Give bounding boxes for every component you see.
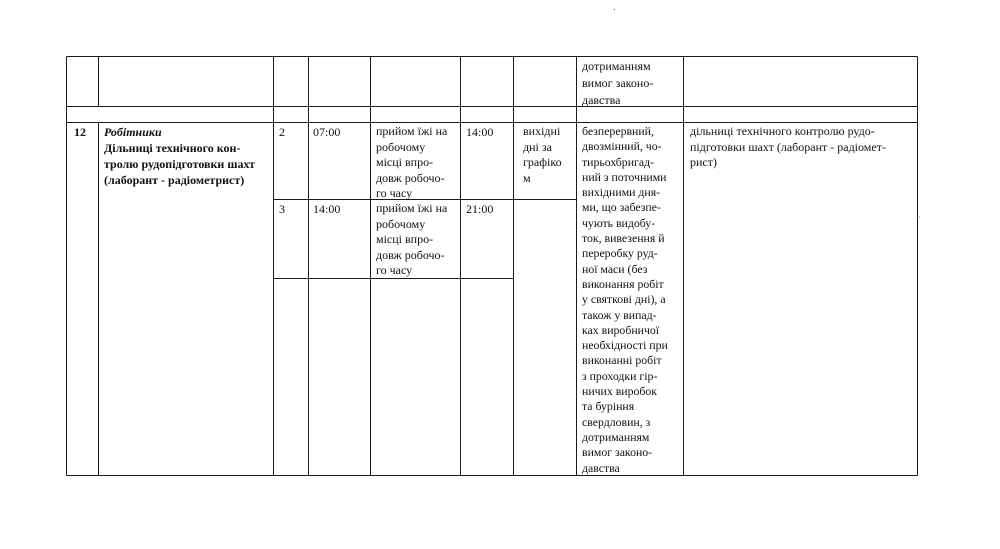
text-line: вихідні — [523, 124, 561, 138]
text-line: ках виробничої — [582, 322, 660, 337]
text-line: вимог законо- — [582, 445, 653, 460]
work-mode-cell — [582, 124, 668, 476]
text-line: давства — [582, 460, 620, 475]
text-line: також у випад- — [582, 307, 657, 322]
position-line: Дільниці технічного кон- — [104, 141, 241, 155]
text-line: рист) — [690, 155, 717, 169]
shift-number: 2 — [279, 125, 285, 139]
text-line: виконання робіт — [582, 276, 664, 291]
unit-cell — [690, 124, 886, 171]
text-line: безперервний, — [582, 124, 654, 138]
text-line: переробку руд- — [582, 246, 658, 261]
text-line: у святкові дні), а — [582, 292, 666, 307]
text-line: ної маси (без — [582, 261, 648, 276]
shift-start-time: 07:00 — [313, 125, 341, 139]
text-line: робочому — [376, 139, 426, 154]
schedule-table — [66, 56, 918, 476]
text-line: го часу — [376, 186, 413, 200]
text-line: дні за — [523, 139, 552, 154]
text-line: ми, що забезпе- — [582, 200, 661, 215]
text-line: давства — [582, 92, 621, 107]
meal-break-cell — [376, 201, 447, 279]
position-line: тролю рудопідготовки шахт — [104, 157, 256, 171]
text-line: з проходки гір- — [582, 368, 658, 383]
shift-start-time: 14:00 — [313, 202, 341, 216]
shift-number: 3 — [279, 202, 285, 216]
shift-end-time: 14:00 — [466, 125, 494, 139]
carryover-mode-cell — [582, 58, 653, 108]
text-line: прийом їжі на — [376, 201, 448, 215]
category-label: Робітники — [104, 125, 162, 139]
text-line: довж робочо- — [376, 247, 445, 262]
text-line: м — [523, 170, 531, 185]
table-grid — [66, 56, 918, 476]
text-line: робочому — [376, 216, 426, 231]
text-line: місці впро- — [376, 155, 434, 169]
page-mark: ∙ — [613, 4, 616, 16]
shift-end-time: 21:00 — [466, 202, 494, 216]
text-line: ток, вивезення й — [582, 231, 665, 246]
scan-speck: · — [918, 212, 921, 222]
text-line: го часу — [376, 263, 413, 277]
meal-break-cell — [376, 124, 447, 202]
text-line: графіко — [523, 155, 562, 169]
text-line: дотриманням — [582, 429, 650, 444]
text-line: та буріння — [582, 399, 635, 414]
text-line: прийом їжі на — [376, 124, 448, 138]
text-line: чують видобу- — [582, 215, 656, 230]
text-line: місці впро- — [376, 232, 434, 246]
text-line: свердловин, з — [582, 414, 651, 429]
row-number: 12 — [74, 125, 86, 139]
text-line: вимог законо- — [582, 75, 654, 90]
text-line: дільниці технічного контролю рудо- — [690, 124, 875, 138]
text-line: довж робочо- — [376, 170, 445, 185]
text-line: виконанні робіт — [582, 353, 662, 368]
text-line: підготовки шахт (лаборант - радіомет- — [690, 139, 886, 154]
text-line: ничих виробок — [582, 384, 658, 399]
days-off-cell — [523, 124, 562, 186]
text-line: тирьохбригад- — [582, 154, 655, 169]
text-line: необхідності при — [582, 338, 668, 353]
position-line: (лаборант - радіометрист) — [104, 173, 245, 187]
text-line: вихідними дня- — [582, 185, 661, 200]
text-line: дотриманням — [582, 59, 651, 73]
position-cell — [104, 124, 255, 188]
text-line: двозмінний, чо- — [582, 139, 662, 154]
text-line: ний з поточними — [582, 169, 667, 184]
